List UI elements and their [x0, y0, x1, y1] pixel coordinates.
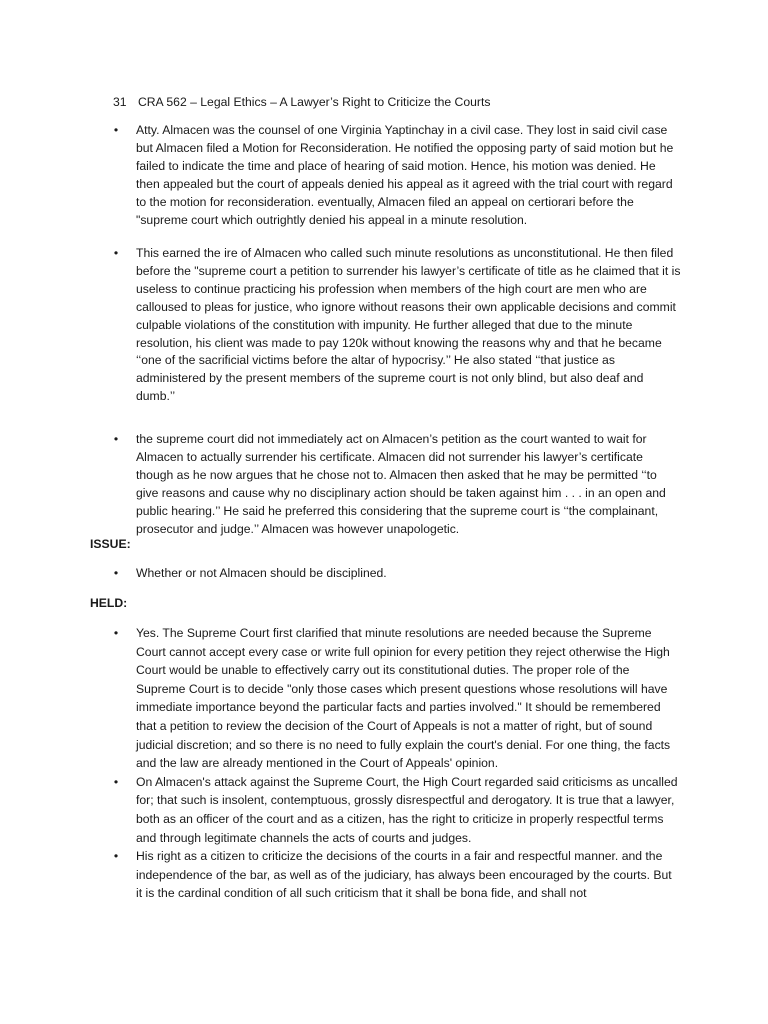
- issue-text: Whether or not Almacen should be disciplined.: [136, 566, 387, 580]
- bullet-icon: •: [113, 123, 119, 137]
- held-text: Yes. The Supreme Court first clarified that minute resolutions are needed because the Supreme Court cannot accept every case or write full opinion for every petition they reject otherwise the High Court would be unable to effectively carry out its constitutional duties. The proper role of the Supreme Court is to decide "only those cases which present questions whose resolutions will have immediate importance beyond the particular facts and parties involved." It should be remembered that a petition to review the decision of the Court of Appeals is not a matter of right, but of sound judicial discretion; and so there is no need to fully explain the court's denial. For one thing, the facts and the law are already mentioned in the Court of Appeals' opinion.: [136, 626, 671, 771]
- issue-list: [111, 565, 681, 583]
- list-item: [111, 122, 681, 229]
- bullet-icon: •: [113, 246, 119, 260]
- facts-bullet-3: [111, 431, 681, 538]
- list-item: [111, 847, 681, 903]
- issue-heading: ISSUE:: [90, 537, 131, 551]
- held-text: His right as a citizen to criticize the decisions of the courts in a fair and respectful manner. and the independence of the bar, as well as of the judiciary, has always been encouraged by the courts. But it is the cardinal condition of all such criticism that it shall be bona fide, and shall not: [136, 849, 672, 901]
- facts-bullet-1: [111, 122, 681, 229]
- list-item: [111, 773, 681, 847]
- held-list: [111, 624, 681, 903]
- fact-text: This earned the ire of Almacen who called such minute resolutions as unconstitutional. He then filed before the "supreme court a petition to surrender his lawyer’s certificate of title as he claimed that it is useless to continue practicing his profession when members of the high court are men who are calloused to pleas for justice, who ignore without reasons their own applicable decisions and commit culpable violations of the constitution with impunity. He further alleged that due to the minute resolution, his client was made to pay 120k without knowing the reasons why and that he became ‘‘one of the sacrificial victims before the altar of hypocrisy.’’ He also stated ‘‘that justice as administered by the present members of the supreme court is not only blind, but also deaf and dumb.’’: [136, 246, 681, 404]
- bullet-icon: •: [113, 626, 119, 640]
- document-title-line: [113, 94, 673, 111]
- bullet-icon: •: [113, 566, 119, 580]
- document-title: CRA 562 – Legal Ethics – A Lawyer’s Right to Criticize the Courts: [137, 95, 491, 109]
- list-item: [111, 624, 681, 773]
- held-heading: HELD:: [90, 596, 128, 610]
- facts-bullet-2: [111, 245, 681, 406]
- bullet-icon: •: [113, 849, 119, 864]
- fact-text: the supreme court did not immediately act on Almacen’s petition as the court wanted to wait for Almacen to actually surrender his certificate. Almacen did not surrender his lawyer’s certificate though as he now argues that he chose not to. Almacen then asked that he may be permitted ‘‘to give reasons and cause why no disciplinary action should be taken against him . . . in an open and public hearing.’’ He said he preferred this considering that the supreme court is ‘‘the complainant, prosecutor and judge.’’ Almacen was however unapologetic.: [136, 432, 666, 536]
- case-number: 31: [113, 95, 127, 109]
- list-item: [111, 431, 681, 538]
- list-item: [111, 245, 681, 406]
- bullet-icon: •: [113, 432, 119, 446]
- list-item: [111, 565, 681, 583]
- fact-text: Atty. Almacen was the counsel of one Virginia Yaptinchay in a civil case. They lost in said civil case but Almacen filed a Motion for Reconsideration. He notified the opposing party of said motion but he failed to indicate the time and place of hearing of said motion. Hence, his motion was denied. He then appealed but the court of appeals denied his appeal as it agreed with the trial court with regard to the motion for reconsideration. eventually, Almacen filed an appeal on certiorari before the "supreme court which outrightly denied his appeal in a minute resolution.: [136, 123, 674, 227]
- bullet-icon: •: [113, 774, 119, 789]
- held-text: On Almacen's attack against the Supreme Court, the High Court regarded said criticisms as uncalled for; that such is insolent, contemptuous, grossly disrespectful and derogatory. It is true that a lawyer, both as an officer of the court and as a citizen, has the right to criticize in properly respectful terms and through legitimate channels the acts of courts and judges.: [136, 774, 678, 845]
